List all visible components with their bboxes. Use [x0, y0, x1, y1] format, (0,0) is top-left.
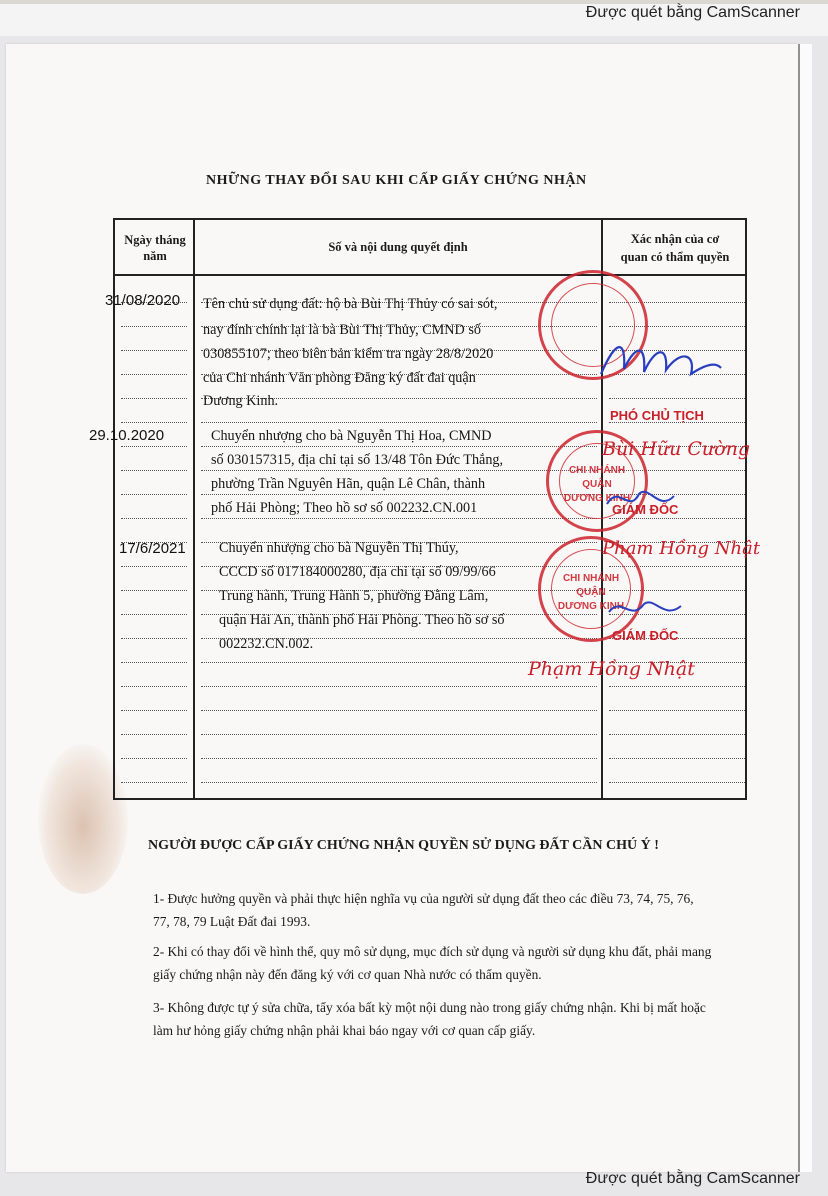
header-confirm: Xác nhận của cơ quan có thẩm quyền: [620, 232, 730, 264]
dotted-rule: [121, 374, 187, 375]
entry-line: CCCD số 017184000280, địa chỉ tại số 09/99/66: [219, 564, 496, 580]
entry-line: 030855107; theo biên bản kiểm tra ngày 28/8/2020: [203, 346, 494, 362]
dotted-rule: [121, 422, 187, 423]
signatory-name: Phạm Hồng Nhật: [528, 658, 695, 680]
entry-line: phường Trần Nguyên Hãn, quận Lê Chân, thành: [211, 476, 486, 492]
dotted-rule: [121, 518, 187, 519]
dotted-rule: [201, 686, 597, 687]
dotted-rule: [121, 494, 187, 495]
dotted-rule: [201, 734, 597, 735]
dotted-rule: [121, 614, 187, 615]
dotted-rule: [201, 710, 597, 711]
dotted-rule: [121, 686, 187, 687]
entry-date: 29.10.2020: [89, 427, 165, 444]
dotted-rule: [201, 422, 597, 423]
camscanner-label-top: Được quét bằng CamScanner: [585, 4, 800, 21]
entry-line: của Chi nhánh Văn phòng Đăng ký đất đai quận: [203, 370, 476, 386]
dotted-rule: [121, 398, 187, 399]
signatory-name: Bùi Hữu Cường: [602, 438, 751, 460]
scanned-page: [6, 44, 798, 1172]
entry-line: số 030157315, địa chỉ tại số 13/48 Tôn Đức Thắng,: [211, 452, 504, 468]
dotted-rule: [121, 590, 187, 591]
dotted-rule: [609, 782, 745, 783]
dotted-rule: [121, 446, 187, 447]
signature-scribble: [596, 334, 726, 394]
official-seal: CHI NHÁNH QUẬN DƯƠNG KINH: [546, 430, 648, 532]
entry-line: Chuyển nhượng cho bà Nguyễn Thị Hoa, CMND: [211, 428, 492, 444]
dotted-rule: [121, 566, 187, 567]
entry-line: Tên chủ sử dụng đất: hộ bà Bùi Thị Thủy có sai sót,: [203, 296, 498, 312]
header-divider: [115, 274, 745, 276]
dotted-rule: [121, 710, 187, 711]
entry-line: phố Hải Phòng; Theo hồ sơ số 002232.CN.001: [211, 500, 478, 516]
dotted-rule: [201, 470, 597, 471]
dotted-rule: [201, 518, 597, 519]
dotted-rule: [609, 758, 745, 759]
dotted-rule: [121, 350, 187, 351]
header-date: Ngày tháng năm: [124, 233, 186, 263]
dotted-rule: [201, 494, 597, 495]
dotted-rule: [121, 782, 187, 783]
dotted-rule: [121, 326, 187, 327]
entry-line: Chuyển nhượng cho bà Nguyễn Thị Thúy,: [219, 540, 459, 556]
signature-scribble: [606, 596, 686, 622]
page-edge: [798, 44, 812, 1172]
dotted-rule: [121, 734, 187, 735]
signatory-title: PHÓ CHỦ TỊCH: [610, 408, 704, 423]
entry-date: 17/6/2021: [119, 540, 186, 557]
dotted-rule: [609, 734, 745, 735]
dotted-rule: [121, 662, 187, 663]
official-seal: CHI NHÁNH QUẬN DƯƠNG KINH: [538, 536, 644, 642]
dotted-rule: [121, 638, 187, 639]
dotted-rule: [609, 710, 745, 711]
dotted-rule: [609, 686, 745, 687]
notice-item: 1- Được hưởng quyền và phải thực hiện nghĩa vụ của người sử dụng đất theo các điều 73, 74, 75, 76, 77, 78, 79 Luật Đất đai 1993.: [153, 891, 694, 929]
entry-line: Dương Kinh.: [203, 393, 279, 409]
entry-line: quận Hải An, thành phố Hải Phòng. Theo hồ sơ số: [219, 612, 505, 628]
dotted-rule: [201, 782, 597, 783]
dotted-rule: [121, 470, 187, 471]
signatory-name: Phạm Hồng Nhật: [602, 538, 761, 559]
entry-line: nay đính chính lại là bà Bùi Thị Thủy, CMND số: [203, 322, 481, 338]
dotted-rule: [201, 758, 597, 759]
document-title: NHỮNG THAY ĐỔI SAU KHI CẤP GIẤY CHỨNG NHẬN: [206, 173, 587, 188]
dotted-rule: [121, 758, 187, 759]
dotted-rule: [201, 446, 597, 447]
entry-line: Trung hành, Trung Hành 5, phường Đằng Lâm,: [219, 588, 489, 604]
notice-title: NGƯỜI ĐƯỢC CẤP GIẤY CHỨNG NHẬN QUYỀN SỬ DỤNG ĐẤT CẦN CHÚ Ý !: [148, 838, 659, 853]
scanner-top-bar: [0, 0, 828, 36]
column-divider: [193, 220, 195, 798]
entry-date: 31/08/2020: [105, 292, 181, 309]
camscanner-label-bottom: Được quét bằng CamScanner: [585, 1170, 800, 1187]
notice-item: 3- Không được tự ý sửa chữa, tẩy xóa bất kỳ một nội dung nào trong giấy chứng nhận. Khi bị mất hoặc làm hư hỏng giấy chứng nhận phải khai báo ngay với cơ quan cấp giấy.: [153, 1000, 706, 1038]
dotted-rule: [609, 398, 745, 399]
entry-line: 002232.CN.002.: [219, 636, 314, 652]
header-content: Số và nội dung quyết định: [328, 240, 468, 254]
signatory-title: GIÁM ĐỐC: [612, 628, 679, 643]
notice-item: 2- Khi có thay đổi về hình thể, quy mô sử dụng, mục đích sử dụng và người sử dụng khu đất, phải mang giấy chứng nhận này đến đăng ký với cơ quan Nhà nước có thẩm quyền.: [153, 944, 712, 982]
signatory-title: GIÁM ĐỐC: [612, 502, 679, 517]
